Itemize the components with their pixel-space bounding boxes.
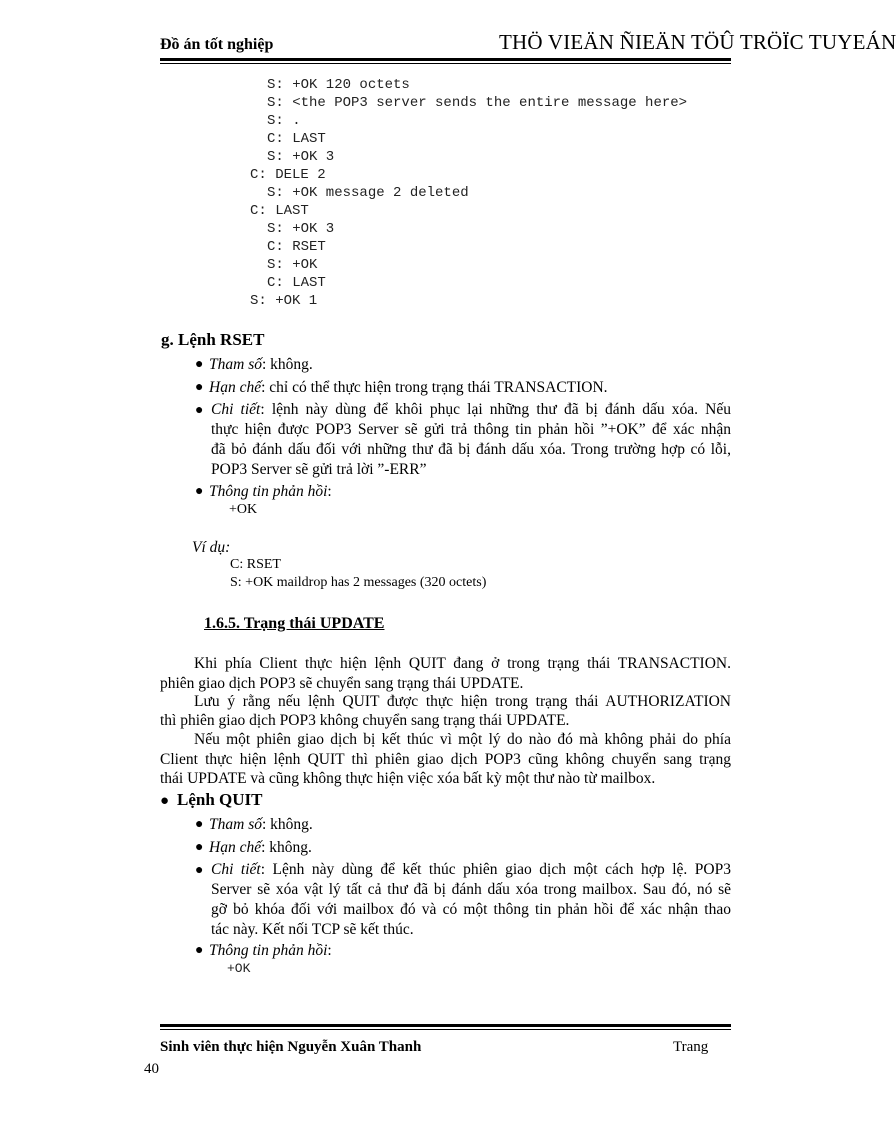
header-rule-thick [160,58,731,61]
quit-limit: Hạn chế: không. [209,839,312,856]
bullet-icon: ● [195,817,204,832]
code-line: S: +OK 120 octets [267,77,410,93]
bullet-icon: ● [195,840,204,855]
footer-rule-thick [160,1024,731,1027]
update-para1-line2: phiên giao dịch POP3 sẽ chuyển sang trạng thái UPDATE. [160,675,524,692]
code-line: C: RSET [267,239,326,255]
code-line: S: +OK [267,257,318,273]
quit-detail-line-1: Chi tiết: Lệnh này dùng để kết thúc phiên giao dịch một cách hợp lệ. POP3 [211,861,731,878]
quit-detail-line-2: Server sẽ xóa vật lý tất cả thư đã bị đánh dấu xóa trong mailbox. Sau đó, nó sẽ [211,881,731,898]
code-line: S: +OK 3 [267,149,335,165]
update-para3-line1: Nếu một phiên giao dịch bị kết thúc vì một lý do nào đó mà không phải do phía [194,731,731,748]
update-para3-line3: thái UPDATE và cũng không thực hiện việc xóa bất kỳ một thư nào từ mailbox. [160,770,656,787]
rset-detail-line-3: đã bỏ đánh dấu đối với những thư đã bị đánh dấu xóa. Trong trường hợp có lỗi, [211,441,731,458]
rset-response: Thông tin phản hồi: [209,483,332,500]
rset-response-value: +OK [229,502,258,517]
rset-limit: Hạn chế: chỉ có thể thực hiện trong trạng thái TRANSACTION. [209,379,608,396]
quit-detail-line-4: tác này. Kết nối TCP sẽ kết thúc. [211,921,414,938]
footer-rule-thin [160,1029,731,1030]
code-line: S: +OK 3 [267,221,335,237]
footer-author: Sinh viên thực hiện Nguyễn Xuân Thanh [160,1039,422,1055]
update-heading: 1.6.5. Trạng thái UPDATE [204,615,385,632]
code-line: S: +OK message 2 deleted [267,185,469,201]
header-rule-thin [160,63,731,64]
footer-page-number: 40 [144,1061,159,1077]
footer-page-label: Trang [673,1039,709,1055]
bullet-icon: ● [160,793,170,809]
bullet-icon: ● [195,943,204,958]
code-line: C: LAST [267,131,326,147]
header-library-name: THÖ VIEÄN ÑIEÄN TÖÛ TRÖÏC TUYEÁN [499,30,896,54]
header-title: Đồ án tốt nghiệp [160,36,274,53]
rset-detail-line-4: POP3 Server sẽ gửi trả lời ”-ERR” [211,461,427,478]
quit-param: Tham số: không. [209,816,313,833]
rset-example-line: S: +OK maildrop has 2 messages (320 octets) [230,575,487,590]
code-line: C: LAST [267,275,326,291]
quit-detail-line-3: gỡ bỏ khóa đối với mailbox đó và có một thông tin phản hồi để xác nhận thao [211,901,731,918]
code-line: S: <the POP3 server sends the entire message here> [267,95,688,111]
rset-heading: g. Lệnh RSET [161,330,265,349]
bullet-icon: ● [195,357,204,372]
code-line: C: DELE 2 [250,167,326,183]
bullet-icon: ● [195,484,204,499]
code-line: C: LAST [250,203,309,219]
code-line: S: +OK 1 [250,293,318,309]
code-line: S: . [267,113,301,129]
rset-detail-line-2: thực hiện được POP3 Server sẽ gửi trả thông tin phản hồi ”+OK” để xác nhận [211,421,731,438]
update-para1-line1: Khi phía Client thực hiện lệnh QUIT đang ở trong trạng thái TRANSACTION. [194,655,731,672]
quit-response-value: +OK [227,961,251,976]
quit-heading: Lệnh QUIT [177,790,263,809]
update-para3-line2: Client thực hiện lệnh QUIT thì phiên giao dịch POP3 cũng không chuyển sang trạng [160,751,731,768]
update-para2-line1: Lưu ý rằng nếu lệnh QUIT được thực hiện trong trạng thái AUTHORIZATION [194,693,731,710]
update-para2-line2: thì phiên giao dịch POP3 không chuyển sang trạng thái UPDATE. [160,712,570,729]
bullet-icon: ● [195,403,204,418]
rset-example-line: C: RSET [230,557,281,572]
rset-param: Tham số: không. [209,356,313,373]
rset-example-label: Ví dụ: [192,539,231,556]
rset-detail-line-1: Chi tiết: lệnh này dùng để khôi phục lại những thư đã bị đánh dấu xóa. Nếu [211,401,731,418]
bullet-icon: ● [195,863,204,878]
quit-response: Thông tin phản hồi: [209,942,332,959]
bullet-icon: ● [195,380,204,395]
